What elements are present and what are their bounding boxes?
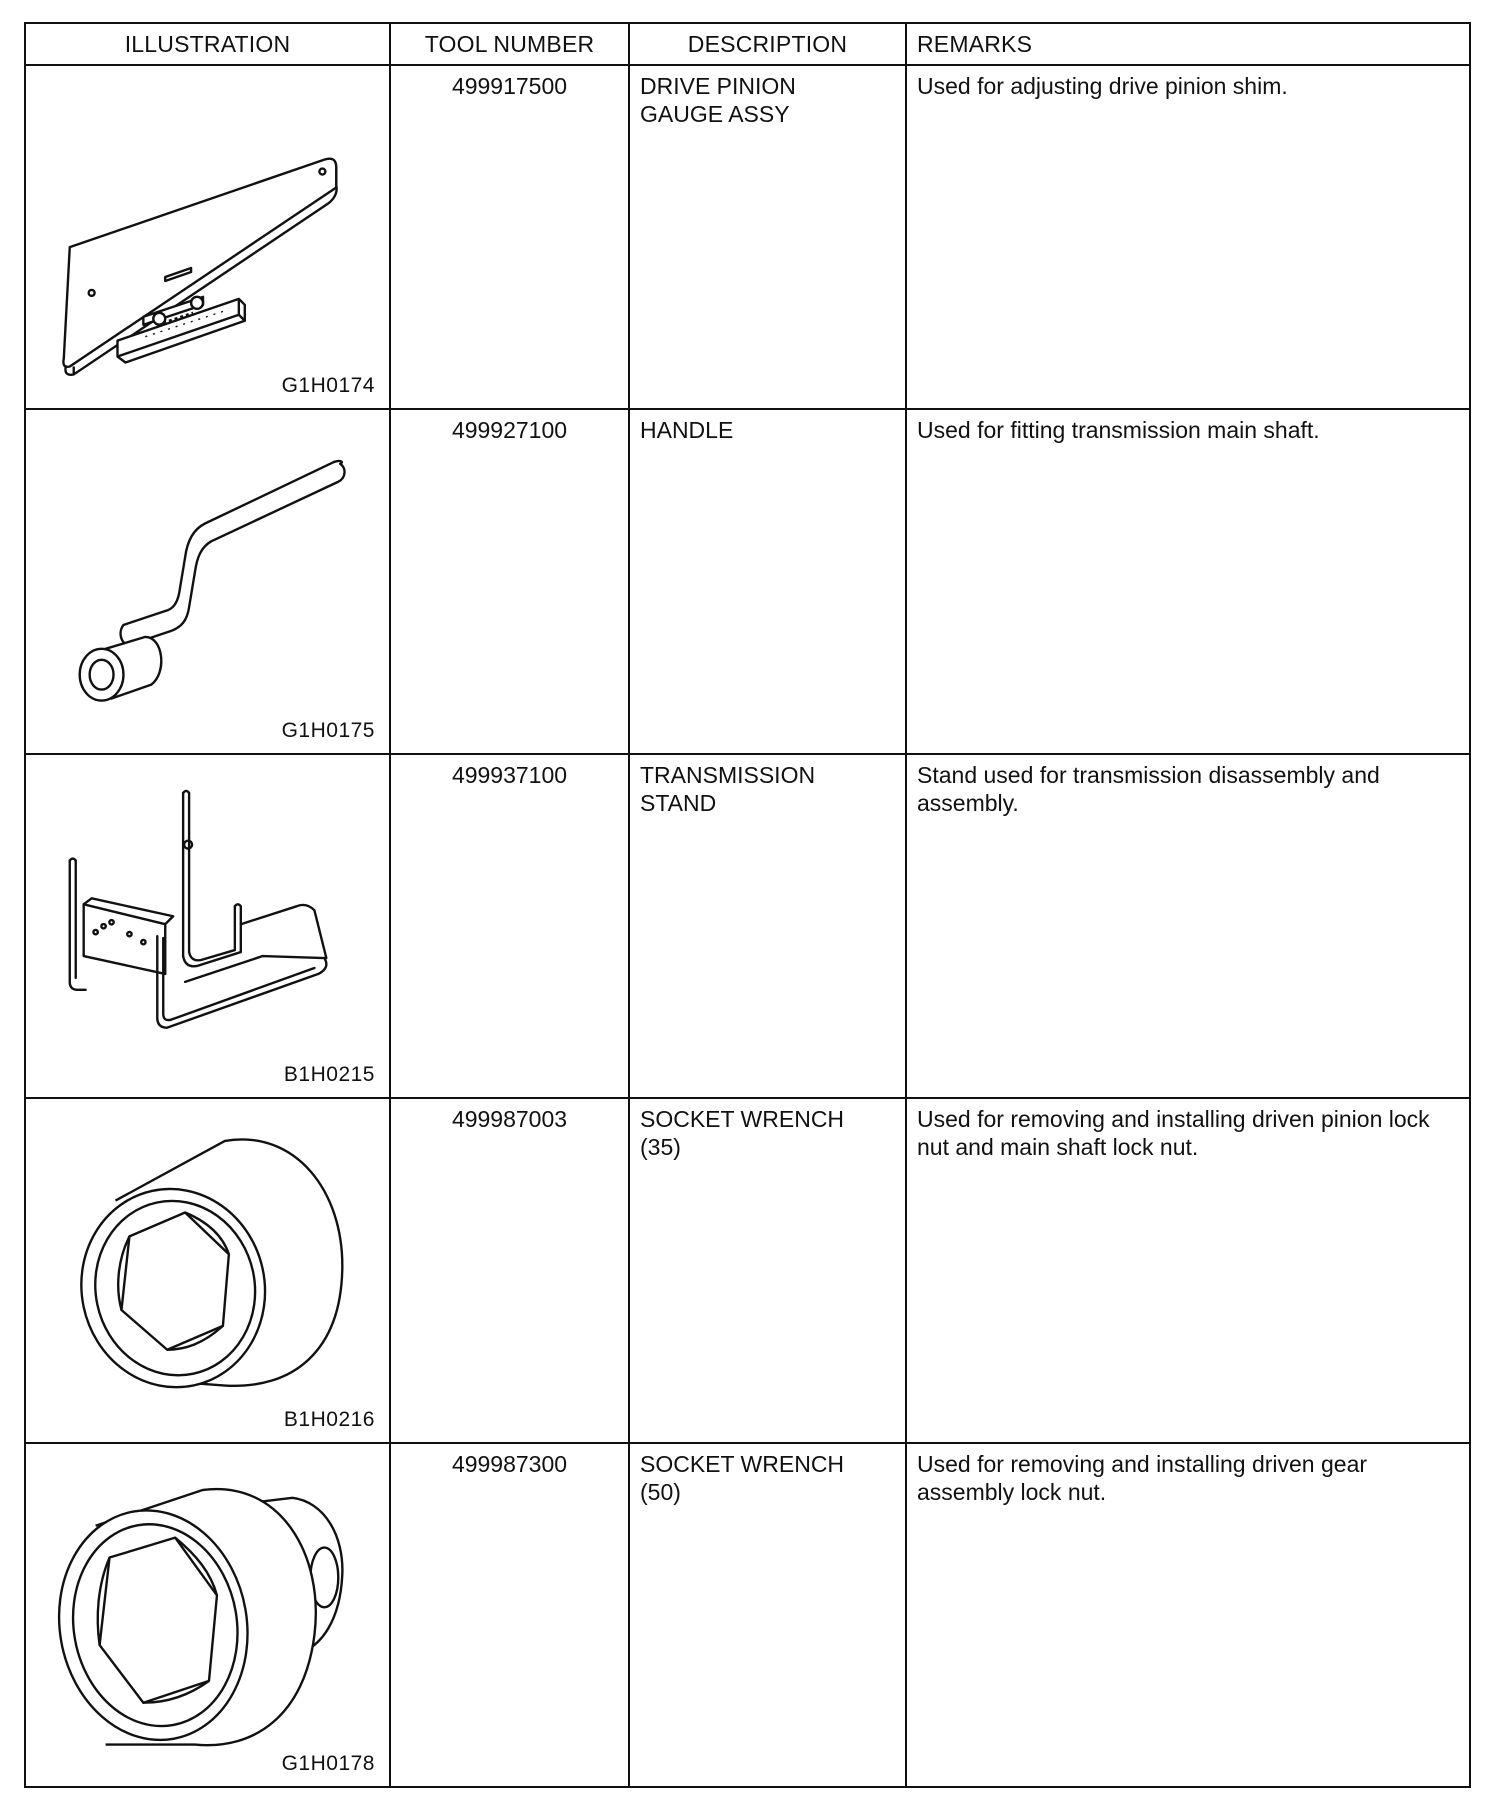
remarks: Used for removing and installing driven gear assembly lock nut. bbox=[906, 1443, 1470, 1787]
illustration-cell bbox=[25, 754, 390, 1098]
description-line: TRANSMISSION bbox=[640, 761, 816, 788]
header-description: DESCRIPTION bbox=[629, 23, 906, 65]
header-remarks: REMARKS bbox=[906, 23, 1470, 65]
illustration-cell bbox=[25, 1443, 390, 1787]
remarks: Stand used for transmission disassembly and assembly. bbox=[906, 754, 1470, 1098]
illustration-cell bbox=[25, 1098, 390, 1442]
remarks: Used for adjusting drive pinion shim. bbox=[906, 65, 1470, 409]
header-tool-number: TOOL NUMBER bbox=[390, 23, 629, 65]
table-row bbox=[25, 1443, 1470, 1787]
illustration-code: B1H0215 bbox=[283, 1063, 375, 1087]
description-line: HANDLE bbox=[640, 417, 734, 444]
handle-icon bbox=[26, 410, 389, 752]
description-line: SOCKET WRENCH bbox=[640, 1106, 845, 1133]
description-line: (50) bbox=[640, 1478, 681, 1505]
tool-number: 499917500 bbox=[390, 65, 629, 409]
illustration-cell bbox=[25, 65, 390, 409]
special-tools-table bbox=[24, 22, 1471, 1788]
illustration-cell bbox=[25, 409, 390, 753]
tool-number: 499937100 bbox=[390, 754, 629, 1098]
table-header-row bbox=[25, 23, 1470, 65]
socket-wrench-icon bbox=[26, 1099, 389, 1441]
tool-number: 499987300 bbox=[390, 1443, 629, 1787]
description bbox=[629, 409, 906, 753]
illustration-code: G1H0174 bbox=[281, 374, 375, 398]
description-line: SOCKET WRENCH bbox=[640, 1450, 845, 1477]
description bbox=[629, 1443, 906, 1787]
drive-pinion-gauge-icon bbox=[26, 66, 389, 408]
illustration-code: B1H0216 bbox=[283, 1407, 375, 1431]
description bbox=[629, 65, 906, 409]
header-illustration: ILLUSTRATION bbox=[25, 23, 390, 65]
table-row bbox=[25, 65, 1470, 409]
description-line: STAND bbox=[640, 789, 717, 816]
description-line: (35) bbox=[640, 1134, 681, 1161]
transmission-stand-icon bbox=[26, 755, 389, 1097]
description bbox=[629, 754, 906, 1098]
remarks: Used for removing and installing driven pinion lock nut and main shaft lock nut. bbox=[906, 1098, 1470, 1442]
socket-wrench-large-icon bbox=[26, 1444, 389, 1786]
table-row bbox=[25, 1098, 1470, 1442]
illustration-code: G1H0175 bbox=[281, 718, 375, 742]
table-row bbox=[25, 754, 1470, 1098]
remarks: Used for fitting transmission main shaft. bbox=[906, 409, 1470, 753]
table-row bbox=[25, 409, 1470, 753]
description bbox=[629, 1098, 906, 1442]
tool-number: 499987003 bbox=[390, 1098, 629, 1442]
illustration-code: G1H0178 bbox=[281, 1752, 375, 1775]
tool-number: 499927100 bbox=[390, 409, 629, 753]
description-line: DRIVE PINION bbox=[640, 73, 796, 99]
description-line: GAUGE ASSY bbox=[640, 101, 790, 127]
